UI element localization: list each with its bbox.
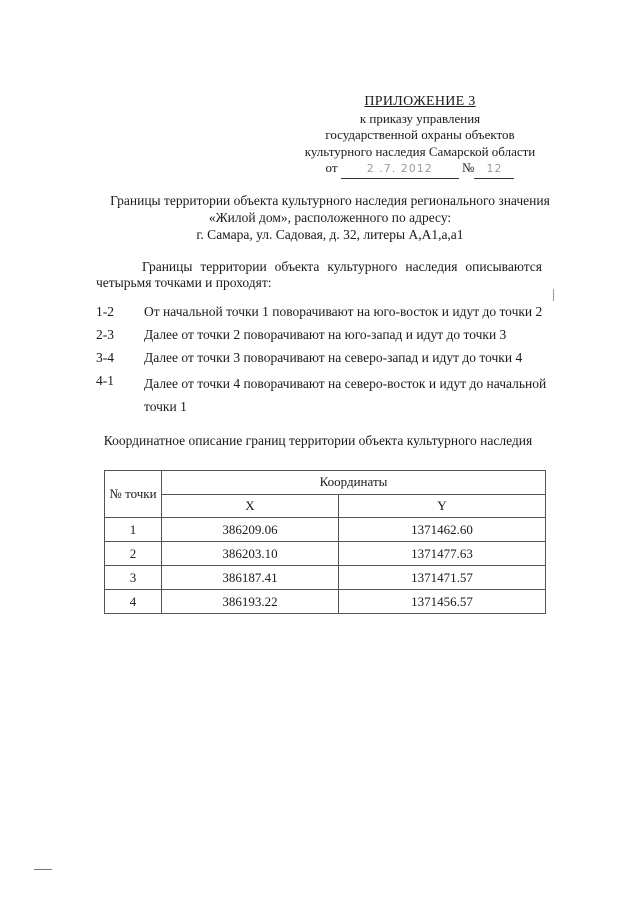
cell-y: 1371471.57 xyxy=(339,566,546,590)
coordinates-table xyxy=(104,470,546,614)
table-row xyxy=(105,566,546,590)
cell-y: 1371477.63 xyxy=(339,542,546,566)
heading-line-2: «Жилой дом», расположенного по адресу: xyxy=(208,210,452,225)
cell-point: 2 xyxy=(105,542,162,566)
cell-x: 386203.10 xyxy=(162,542,339,566)
document-heading xyxy=(60,192,600,243)
cell-x: 386209.06 xyxy=(162,518,339,542)
step-text: Далее от точки 2 поворачивают на юго-запад и идут до точки 3 xyxy=(144,327,507,342)
table-subheader-row xyxy=(105,494,546,518)
boundary-step xyxy=(96,303,556,326)
appendix-line-2: государственной охраны объектов xyxy=(325,127,515,142)
appendix-line-1: к приказу управления xyxy=(359,110,481,126)
scan-artifact-mark xyxy=(553,289,554,301)
step-text: От начальной точки 1 поворачивают на юго-восток и идут до точки 2 xyxy=(144,304,543,319)
boundary-step xyxy=(96,372,556,412)
header-coordinates: Координаты xyxy=(162,471,546,495)
header-points: № точки xyxy=(105,471,162,518)
step-text: Далее от точки 4 поворачивают на северо-восток и идут до начальной точки 1 xyxy=(144,376,547,414)
cell-x: 386193.22 xyxy=(162,590,339,614)
header-y: Y xyxy=(339,494,546,518)
heading-line-3: г. Самара, ул. Садовая, д. 32, литеры А,А1,а,а1 xyxy=(196,227,464,242)
appendix-title: ПРИЛОЖЕНИЕ 3 xyxy=(364,94,476,109)
step-code: 1-2 xyxy=(96,304,114,319)
table-row xyxy=(105,518,546,542)
header-x: X xyxy=(162,494,339,518)
boundary-steps-list xyxy=(96,303,556,412)
cell-point: 1 xyxy=(105,518,162,542)
step-code: 2-3 xyxy=(96,327,114,342)
table-header-row xyxy=(105,471,546,495)
date-prefix: от xyxy=(325,160,338,175)
number-prefix: № xyxy=(462,160,475,175)
cell-point: 4 xyxy=(105,590,162,614)
handwritten-date: 2 .7. 2012 xyxy=(341,161,459,179)
cell-point: 3 xyxy=(105,566,162,590)
cell-x: 386187.41 xyxy=(162,566,339,590)
step-text: Далее от точки 3 поворачивают на северо-запад и идут до точки 4 xyxy=(144,350,523,365)
step-code: 4-1 xyxy=(96,373,114,388)
appendix-date-line xyxy=(270,160,570,179)
cell-y: 1371456.57 xyxy=(339,590,546,614)
step-code: 3-4 xyxy=(96,350,114,365)
table-row xyxy=(105,542,546,566)
appendix-block xyxy=(270,94,570,179)
appendix-line-3: культурного наследия Самарской области xyxy=(304,143,536,159)
handwritten-number: 12 xyxy=(474,161,514,179)
coordinates-caption: Координатное описание границ территории объекта культурного наследия xyxy=(103,433,533,448)
intro-paragraph: Границы территории объекта культурного наследия описываются четырьмя точками и проходят: xyxy=(96,259,542,290)
heading-line-1: Границы территории объекта культурного наследия регионального значения xyxy=(110,193,550,208)
cell-y: 1371462.60 xyxy=(339,518,546,542)
boundary-step xyxy=(96,326,556,349)
margin-dash-mark xyxy=(34,869,52,870)
table-row xyxy=(105,590,546,614)
boundary-step xyxy=(96,349,556,372)
